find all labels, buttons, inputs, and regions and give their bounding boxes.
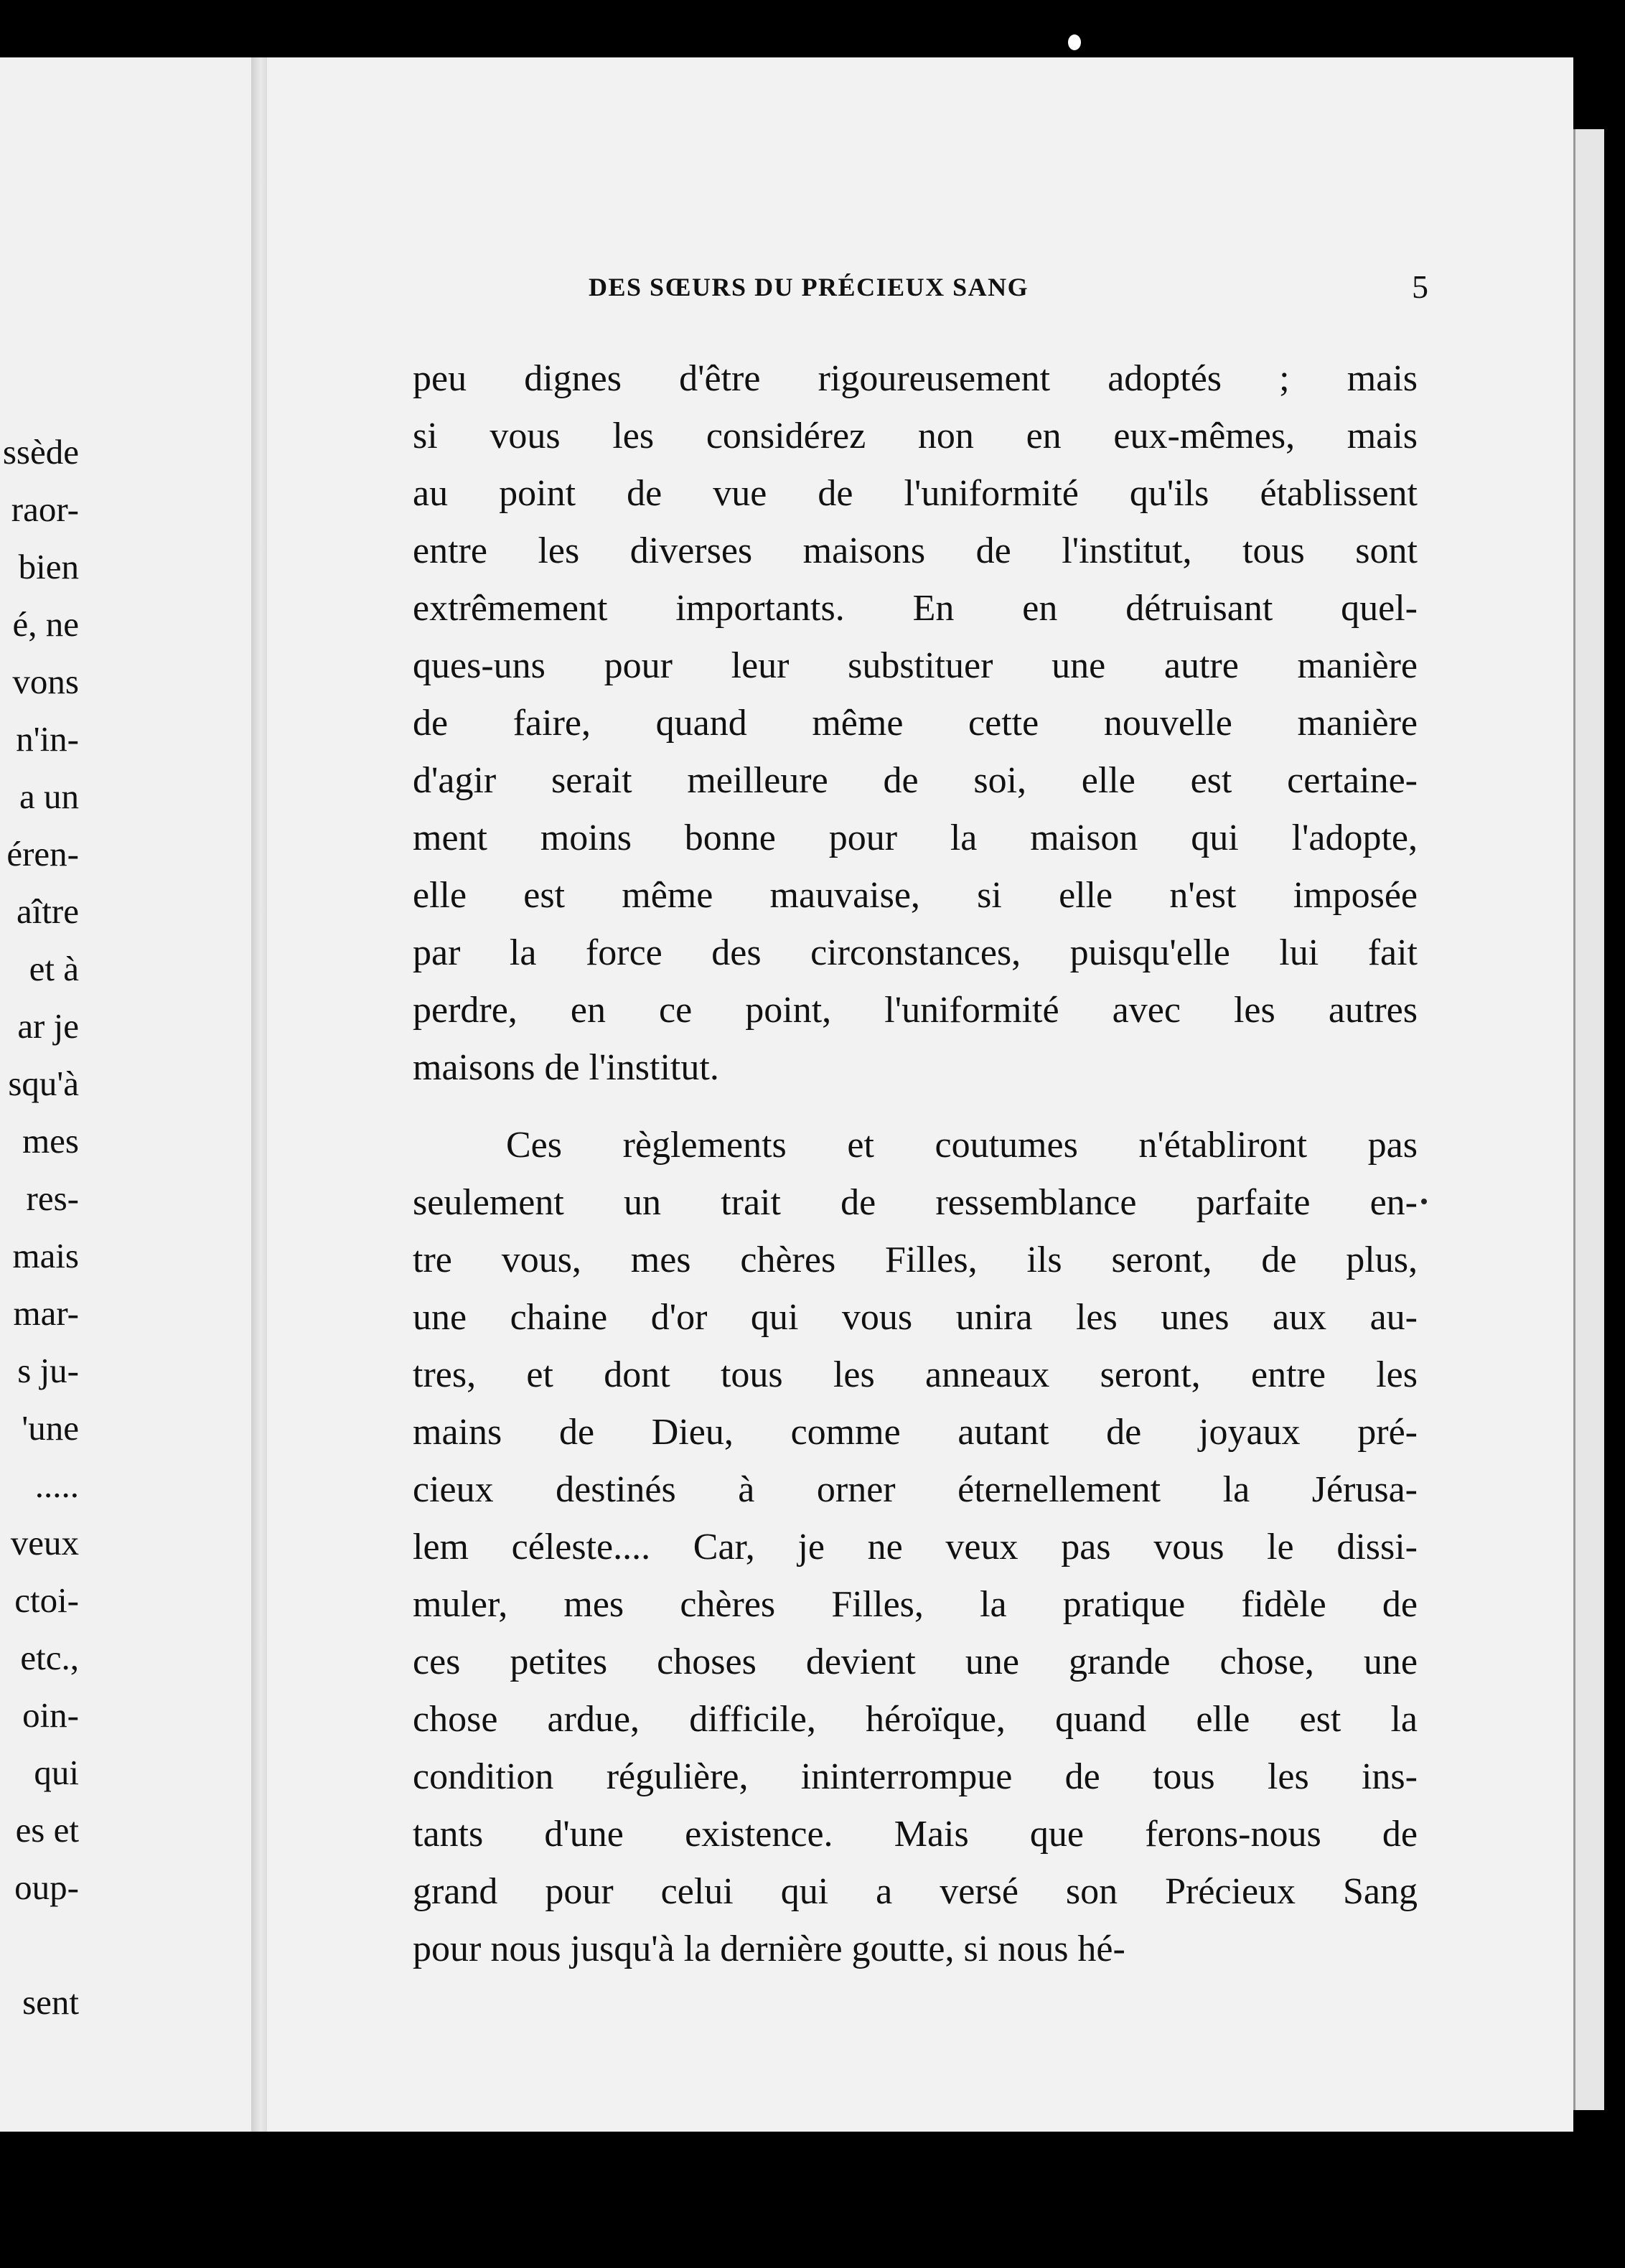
left-page-fragment: ..... [34, 1466, 79, 1505]
text-line: cieux destinés à orner éternellement la Jérusa- [413, 1469, 1418, 1510]
text-line: d'agir serait meilleure de soi, elle est certaine- [413, 760, 1418, 801]
left-page-fragment: oin- [22, 1695, 79, 1735]
text-line: ques-uns pour leur substituer une autre manière [413, 645, 1418, 686]
left-page-fragment: mar- [13, 1293, 79, 1333]
text-line: pour nous jusqu'à la dernière goutte, si nous hé- [413, 1929, 1125, 1969]
text-line: de faire, quand même cette nouvelle manière [413, 703, 1418, 744]
text-line: ment moins bonne pour la maison qui l'adopte, [413, 817, 1418, 858]
left-page-fragment: squ'à [8, 1064, 79, 1103]
text-line: grand pour celui qui a versé son Précieux Sang [413, 1871, 1418, 1912]
left-page-fragment: n'in- [16, 719, 79, 759]
left-page-text-fragments [0, 423, 79, 2074]
left-page-fragment: qui [34, 1753, 79, 1792]
left-page-fragment: bien [18, 547, 79, 586]
left-page [0, 57, 251, 2132]
page-number: 5 [1412, 268, 1428, 305]
body-text [413, 350, 1418, 1978]
text-line: elle est même mauvaise, si elle n'est imposée [413, 875, 1418, 916]
text-line: muler, mes chères Filles, la pratique fidèle de [413, 1584, 1418, 1625]
text-line: chose ardue, difficile, héroïque, quand elle est la [413, 1699, 1418, 1740]
text-line: tants d'une existence. Mais que ferons-nous de [413, 1814, 1418, 1855]
left-page-fragment: et à [29, 949, 79, 988]
left-page-fragment: é, ne [12, 604, 79, 644]
text-line: Ces règlements et coutumes n'établiront pas [506, 1125, 1418, 1166]
text-line: extrêmement importants. En en détruisant quel- [413, 588, 1418, 629]
left-page-fragment: veux [10, 1523, 79, 1562]
left-page-fragment: ctoi- [14, 1580, 79, 1620]
text-line: perdre, en ce point, l'uniformité avec les autres [413, 990, 1418, 1031]
text-line: entre les diverses maisons de l'institut, tous sont [413, 530, 1418, 571]
left-page-fragment: 'une [22, 1408, 79, 1448]
page-edge [1573, 129, 1604, 2110]
text-line: au point de vue de l'uniformité qu'ils établissent [413, 473, 1418, 514]
text-line: condition régulière, ininterrompue de tous les ins- [413, 1756, 1418, 1797]
left-page-fragment: sent [22, 1982, 79, 2022]
text-line: par la force des circonstances, puisqu'elle lui fait [413, 932, 1418, 973]
running-title: DES SŒURS DU PRÉCIEUX SANG [589, 273, 1029, 301]
left-page-fragment [0, 1916, 79, 1974]
text-line: tres, et dont tous les anneaux seront, entre les [413, 1354, 1418, 1395]
left-page-fragment: aître [16, 891, 79, 931]
left-page-fragment: a un [19, 777, 79, 816]
paragraph-gap [413, 1097, 1418, 1117]
text-line: seulement un trait de ressemblance parfaite en- [413, 1182, 1418, 1223]
running-header [589, 266, 1428, 309]
left-page-fragment: vons [12, 662, 79, 701]
dust-speck [1421, 1199, 1427, 1204]
left-page-fragment: mais [12, 1236, 79, 1275]
left-page-fragment: ssède [2, 432, 79, 472]
left-page-fragment: éren- [6, 834, 79, 873]
text-line: une chaine d'or qui vous unira les unes aux au- [413, 1297, 1418, 1338]
text-line: si vous les considérez non en eux-mêmes, mais [413, 416, 1418, 456]
left-page-fragment: s ju- [17, 1351, 79, 1390]
left-page-fragment: ar je [17, 1006, 79, 1046]
text-line: mains de Dieu, comme autant de joyaux pré- [413, 1412, 1418, 1453]
text-line: maisons de l'institut. [413, 1047, 719, 1088]
text-line: ces petites choses devient une grande chose, une [413, 1641, 1418, 1682]
book-gutter [251, 57, 267, 2132]
text-line: tre vous, mes chères Filles, ils seront, de plus, [413, 1240, 1418, 1280]
left-page-fragment: oup- [14, 1868, 79, 1907]
left-page-fragment: es et [15, 1810, 79, 1850]
left-page-fragment: res- [26, 1178, 79, 1218]
dust-speck [1068, 34, 1081, 50]
left-page-fragment: mes [22, 1121, 79, 1161]
left-page-fragment: etc., [20, 1638, 79, 1677]
left-page-fragment: raor- [11, 489, 79, 529]
text-line: peu dignes d'être rigoureusement adoptés ; mais [413, 358, 1418, 399]
text-line: lem céleste.... Car, je ne veux pas vous le dissi- [413, 1527, 1418, 1568]
